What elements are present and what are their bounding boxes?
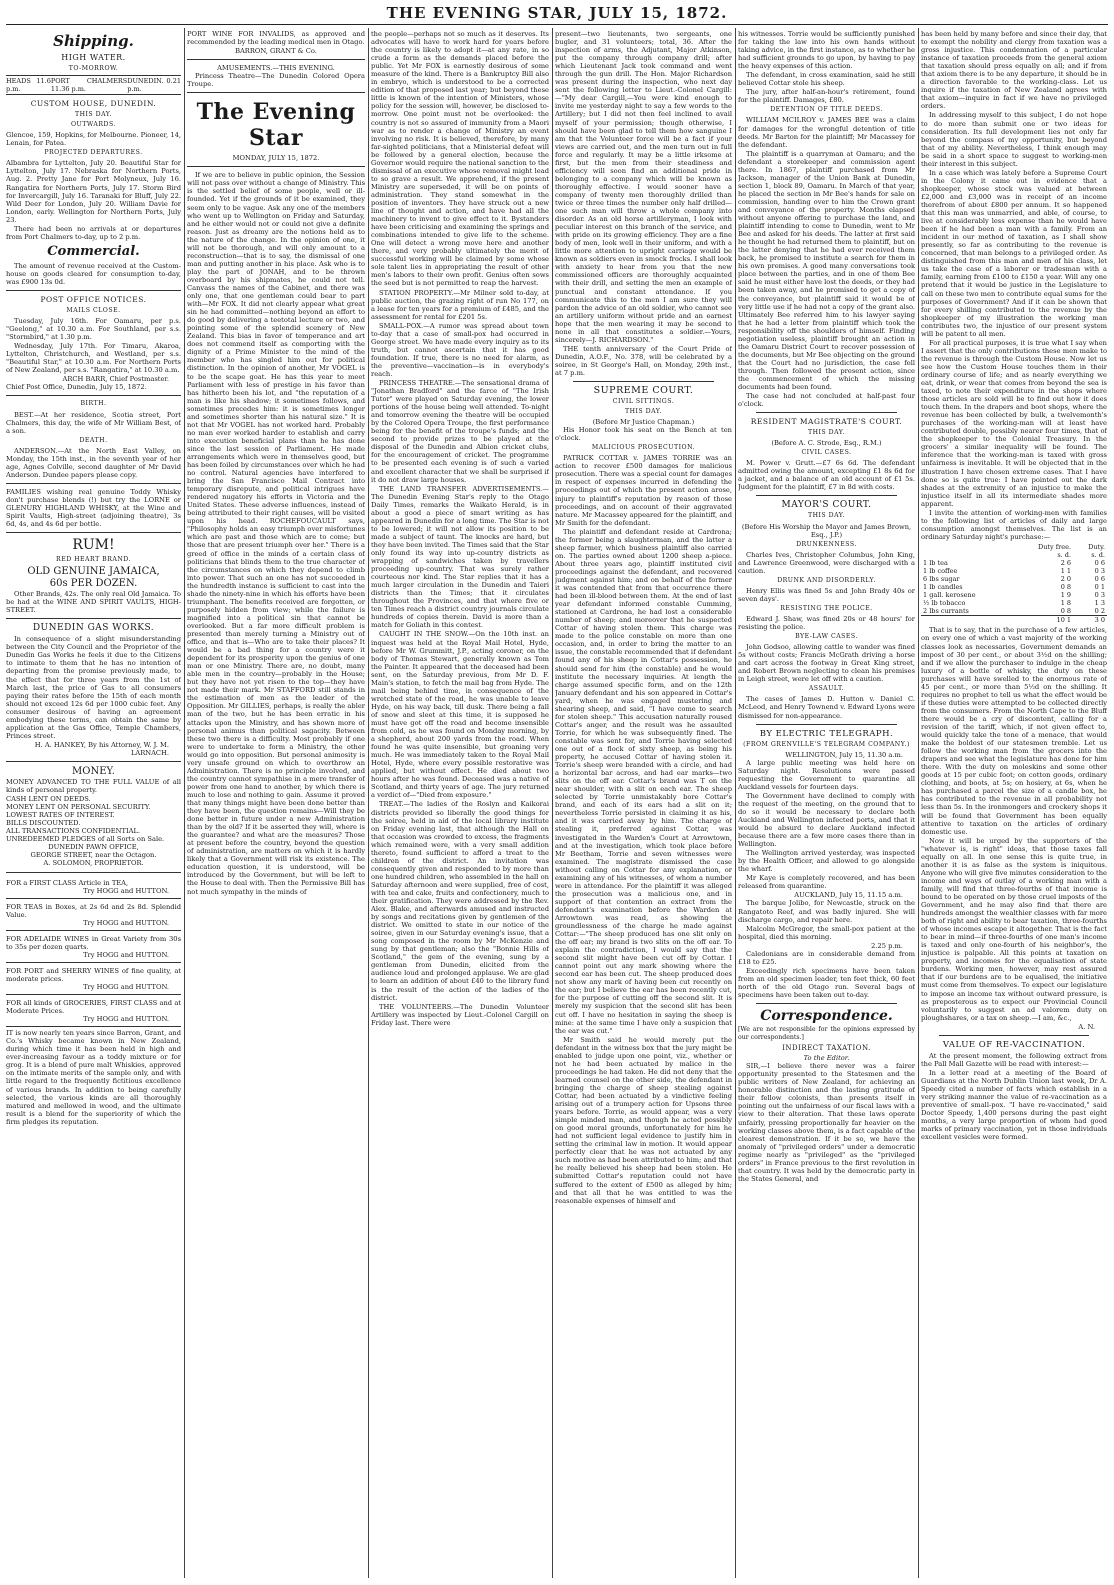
post-office-heading: POST OFFICE NOTICES. [40,294,147,304]
divider [187,92,365,93]
hogg-ad [6,901,181,931]
smith-defence-continued: his witnesses. Torrie would be sufficiently punished for taking the law into his own hands without taking advice, in the first instance, as to whether he had sufficient grounds to go upon, by having to pay the heavy expenses of this action. [738,30,915,71]
gas-works-heading: DUNEDIN GAS WORKS. [32,623,155,634]
table-row [921,591,1107,599]
column-4 [555,30,732,1578]
divider [756,495,897,496]
column-divider [552,28,553,1578]
letter-text: SIR,—I believe there never was a fairer opportunity presented to the Statesmen and the public writers of New Zealand, for achieving an honorable distinction and the lasting gratitude of their fellow colonists, than presents itself in pointing out the unfairness of our fiscal laws with a view to their alteration. That these laws operate unfairly, pressing proportionally far heavier on the working classes above them, is a fact capable of the clearest demonstration. If it be so, we have the anomaly of "privileged orders" under a democratic regime nearly as "privileged" as the "privileged orders" in France previous to the first revolution in that country. It was held by the democratic party in the States General, and [738,1062,915,1183]
drunk-disorderly-text: Henry Ellis was fined 5s and John Brady 40s or seven days'. [738,586,915,603]
post-text-2: Wednesday, July 17th. For Timaru, Akaroa, Lyttelton, Christchurch, and Westland, per s.s. "Beautiful Star," at 10.30 a.m. For Northern Ports of New Zealand, per s.s. "Rangatira," at 10.30 a.m. [6,342,181,375]
table-cell [921,616,1013,625]
pawn-address: GEORGE STREET, near the Octagon. [30,851,157,860]
hogg-ad-signature: Try HOGG and HUTTON. [83,950,169,959]
pawn-proprietor: A. SOLOMON, PROPRIETOR. [43,859,144,868]
letter-continued: has been held by many before and since their day, that to exempt the nobility and clergy from taxation was a gross injustice. This condemnation of a particular instance of taxation proceeds from the general axiom that taxation should press equally on all; and if from that axiom there is to be any departure, it should be in a direction favorable to the working-class. Let us inquire if the taxation of New Zealand agrees with that axiom—inquire in fact if we have no privileged orders. [921,30,1107,111]
resisting-police-heading: RESISTING THE POLICE. [780,604,873,612]
hogg-ad [6,997,181,1027]
small-pox-paragraph: SMALL-POX.—A rumor was spread about town to-day that a case of small-pox had occurred in George street. We have made every inquiry as to its truth, but cannot ascertain that it has good foundation. If true, there is no need for alarm, as the preventive—vaccination—is in everybody's reach. [371,321,549,378]
column-1 [6,30,181,1578]
rum-price: 60s PER DOZEN. [49,578,138,590]
table-cell: s. d. [1057,551,1072,559]
table-cell: 0 1 [1094,583,1105,592]
volunteers-paragraph: THE VOLUNTEERS.—The Dunedin Volunteer Artillery was inspected by Lieut.-Colonel Cargill on Friday last. There were [371,1002,549,1027]
rum-brand: RED HEART BRAND. [56,556,131,564]
letter-paragraph: That is to say, that in the purchase of a few articles, on every one of which a vast majority of the working classes look as necessaries, Government demands an impost of 30 per cent., or about 3½d on the shilling; and if we allow the purchaser to indulge in the cheap luxury of a bottle of whisky, the duty on these purchases will have swelled to the enormous rate of 45 per cent., or more than 5½d on the shilling. It requires no prophet to tell us what the effect would be if these duties were attempted to be collected directly from the consumers. From the North Cape to the Bluff there would be a cry of discontent, calling for a revision of the tariff, which, if not given effect to, would quickly take the tone of a menace, that would make the boldest of our statesmen tremble. Let us follow the working man from the grocers into the drapers and see what the legislature has done for him there. With the duty on moleskins and some other goods at 15 per cubic foot; on cotton goods, ordinary clothing, and boots, at 5s; on hosiery, at 6s, when he has purchased a parcel the size of a candle box, he has contributed to the revenue in all probability not less than 5s. In the ironmongers and crockery shops it will be found that Government has been equally attentive to taxation on the articles of ordinary domestic use. [921,626,1107,836]
divider [6,290,181,291]
families-ad: FAMILIES wishing real genuine Toddy Whisky don't purchase blends (!) but try the LORNE or GLENURY HIGHLAND WHISKY, at the Wine and Spirit Vaults, High-street (adjoining theatre), 3s 6d, 4s, and 4s 6d per bottle. [6,487,181,529]
hogg-ad-text: FOR TEAS in Boxes, at 2s 6d and 2s 8d. Splendid Value. [6,902,181,919]
letter-paragraph: Now it will be urged by the supporters of the "whatever is, is right" ideas, that those taxes fall equally on all. In one sense this is quite true, in another it is as false as the system is iniquitous. Anyone who will give five minutes consideration to the income and ways of outlay of a working man with a family, will find that three-fourths of that income is bound to be operated on by those cruel imposts of the Government, and he may also find that there are hundreds amongst the wealthier classes with far more both of right and ability to bear taxation, three-fourths of whose incomes escape it altogether. That is the fact to bear in mind—if three-fourths of one man's income is taxed and only one-fourth of his neighbor's, the injustice is palpable. All this points at taxation on property, and incomes for the equalisation of state burdens. Working men, however, may rest assured that if our burdens are to be equalised, the initiative must come from themselves. To expect our legislature to impose an income tax without outward pressure, is as preposterous as to expect our Provincial Council voluntarily to suggest an ad valorem duty on ploughshares, or a tax on sheep.—I am, &c., [921,836,1107,1022]
table-cell: s. d. [1091,551,1105,559]
table-cell: Duty. [1088,542,1105,551]
court-pride-paragraph: THE tenth anniversary of the Court Pride of Dunedin, A.O.F., No. 378, will be celebrated by a soiree, in St George's Hall, on Monday, 29th inst., at 7 p.m. [555,344,732,377]
table-cell: 3 0 [1094,616,1105,625]
masthead: THE EVENING STAR, JULY 15, 1872. [386,4,728,22]
death-heading: DEATH. [79,436,108,444]
table-cell: 1 lb coffee [923,567,958,576]
divider [6,618,181,619]
custom-house-heading: CUSTOM HOUSE, DUNEDIN. [30,99,157,109]
money-line: BILLS DISCOUNTED. [6,819,81,828]
arrivals-text: There had been no arrivals at or departures from Port Chalmers to-day, up to 2 p.m. [6,224,181,241]
telegraph-item: Mr Kaye is completely recovered, and has been released from quarantine. [738,874,915,891]
supreme-court-heading: SUPREME COURT. [593,385,694,397]
tide-table [6,75,181,95]
table-cell: 2 lbs currants [923,607,969,616]
column-divider [184,28,185,1578]
column-6 [921,30,1107,1578]
station-property-paragraph: STATION PROPERTY.—Mr Milner sold to-day, at public auction, the grazing right of run No 177, on a lease for ten years for a premium of £485, and the assessment for rental for £201 5s. [371,288,549,321]
commercial-text: The amount of revenue received at the Custom-house on goods cleared for consumption to-day, was £900 13s 0d. [6,261,181,286]
this-day-label: THIS DAY. [807,512,846,520]
divider [187,166,365,167]
leader-text: If we are to believe in public opinion, the Session will not pass over without a change of Ministry. This is the settled belief of some people, well or ill-founded. Yet if the grounds of it be examined, they seem only to be vague. Ask any one of the members who went up to Wellington on Friday and Saturday, and he either would not or could not give a definite reason. Just as dreamy are the notions held as to the nature of the change. In the opinion of one, it will not be thorough, and will only amount to a reconstruction—that is to say, the dismissal of one man and putting another in his place. Ask who is to play the part of JONAH, and to be thrown overboard by his shipmates, he could not tell. Canvass the names of the Cabinet, and there was only one, that one gentleman could bear to part with—Mr FOX. It did not clearly appear what great sin he had committed—nothing beyond an effort to do good by delivering a teetotal lecture or two, and pointing some of the splendid scenery of New Zealand. This bias in favor of temperance and art does not commend itself as comporting with the dignity of a Prime Minister to the mind of the member who has singled him out for political distinction. In the opinion of another, Mr VOGEL is to be the scape goat. He has this year to meet Parliament with less of prestige in his favor than has hitherto been his lot, and "the reputation of a man is like his shadow; it sometimes follows, and sometimes precedes him: it is sometimes longer and sometimes shorter than his natural size." It is not that Mr VOGEL has not worked hard. Probably no man ever worked harder to establish and carry into execution beneficial plans than he has done since the last session of Parliament. He made arrangements which were in themselves good, but has been foiled by circumstances over which he had no control. Natural agencies have interfered to bring the San Francisco Mail Contract into temporary disrepute, and political intrigues have rendered nugatory his efforts in Victoria and the United States. These adverse influences, instead of being attributed to their right causes, will be visited upon his head. ROCHEFOUCAULT says, "Philosophy holds an easy triumph over misfortunes which are past and those which are to come; but those that are present triumph over her." There is a greed of office in the minds of a certain class of politicians that blinds them to the true character of the circumstances on which they depend to climb into power. That such an one has not succeeded in the hundredth instance is sufficient to cast into the shade the ninety-nine in which his efforts have been triumphant. The benefits received are forgotten, or purposely hidden from view; while the failure is magnified into a political sin that cannot be overlooked. But a far more difficult problem is presented than merely turning a Ministry out of office, and that is—Who are to take their places? It would be a bad thing for a country were it dependent for its prosperity upon the genius of one man or one Ministry. There are, no doubt, many able men in the country—probably in the House; but they have not yet risen to the top—they have not made their mark. Mr STAFFORD still stands in the estimation of men as the leader of the Opposition. Mr GILLIES, perhaps, is really the abler man of the two, but he has been erratic in his attacks upon the Ministry, and has shown more of personal animus than political sagacity. Between these two there is a difficulty. Most probably if one were to undertake to form a Ministry, the other would go into opposition. But personal animosity is very unsafe ground on which to overthrow an Administration. There is no principle involved, and the country cannot sympathise in a mere transfer of power from one hand to another, by which there is much to lose and nothing to gain. Assume it proved that many things might have been done better than they have been, the question remains—Will they be done better in future under a new Administration than by the old? If it be asserted they will, where is the guarantee? and what are the measures? Those at present before the country, beyond the question of administration, are matters on which it is hardly likely that a Government will risk its existence. The education question, it is understood, will be introduced by the Government, but will be left to the House to deal with. Then the Permissive Bill has not much sympathy in the minds of [187,171,365,896]
princess-theatre-paragraph: PRINCESS THEATRE.—The sensational drama of "Jonathan Bradford" and the farce of "The Irish Tutor" were played on Saturday evening, the lower portions of the house being well attended. To-night and tomorrow evening the theatre will be occupied by the Colored Opera Troupe, the first performance being for the benefit of the troupe's funds; and the second to provide prizes to be played at the disposal of the Dunedin and Albion cricket clubs, for the encouragement of cricket. The programme to be presented each evening is of such a varied and excellent character that we shall be surprised if it do not draw large houses. [371,379,549,484]
table-cell: 1 lb tea [923,559,948,568]
telegraph-item: A large public meeting was held here on Saturday night. Resolutions were passed requesting the Government to quarantine all Auckland vessels for fourteen days. [738,758,915,791]
telegraph-item: The Government have declined to comply with the request of the meeting, on the ground that to do so it would be necessary to declare both Auckland and Wellington infected ports, and that it would be absurd to declare Auckland infected because there are a few more cases there than in Wellington. [738,791,915,849]
table-row [921,567,1107,575]
divider [756,412,897,413]
telegraph-dateline: WELLINGTON, July 15, 11.30 a.m. [785,750,903,759]
bye-law-heading: BYE-LAW CASES. [795,633,858,641]
tomorrow-label: TO-MORROW. [68,65,119,72]
death-text: ANDERSON.—At the North East Valley, on Monday, the 15th inst., in the seventh year of her age, Agnes Colville, second daughter of Mr David Anderson. Dundee papers please copy. [6,446,181,479]
amusements-text: Princess Theatre—The Dunedin Colored Opera Troupe. [187,72,365,89]
revaccination-text: In a letter read at a meeting of the Board of Guardians at the North Dublin Union last week, Dr A. Speedy cited a number of facts which establish in a very striking manner the value of re-vaccination as a preventive of small-pox. "I have re-vaccinated," said Doctor Speedy, 1,400 persons during the past eight months, a very large proportion of whom had good marks of primary vaccination, yet in those individuals excellent vesicles were formed. [921,1068,1107,1142]
telegraph-item: Caledonians are in considerable demand from £18 to £25. [738,949,915,966]
divider [573,381,714,382]
resident-magistrate-heading: RESIDENT MAGISTRATE'S COURT. [750,417,903,427]
money-line: LOWEST RATES OF INTEREST. [6,811,115,820]
letter-paragraph: For all practical purposes, it is true what I say when I assert that the only contributions these men make to the revenue is through the Custom House. Now let us see how the Custom House touches them in their ordinary course of life; and as nearly everything we eat, drink, or wear that comes from beyond the sea is taxed, to note their expenditure in the shops where those articles are sold will be to find out how it does touch them. In the drapers and boot shops, where the revenue has been collected by bulk, a twelvemonth's purchases of the working-man will at least have contributed double, possibly nearer four times, that of the shopkeeper to the Colonial Treasury. In the grocers' a similar inequality will be found. The inference that the working-man is taxed with gross unfairness is inevitable. It will be objected that in the illustration I have chosen extreme cases. That I have done so is quite true: I have pointed out the dark shades at the extremity of an injustice to make the injustice itself in all its intermediate shades more apparent. [921,338,1107,508]
mails-close-label: MAILS CLOSE. [66,306,121,314]
table-row [921,559,1107,567]
volunteers-continued: present—two lieutenants, two sergeants, one bugler, and 31 volunteers; total, 36. After the inspection of arms, the Adjutant, Major Atkinson, put the company through company drill; after which Lieutenant Jack took command and went through the gun drill. The Hon. Major Richardson was present during the inspection, who next day sent the following letter to Lieut.-Colonel Cargill:—"My dear Cargill,—You were kind enough to invite me yesterday night to say a few words to the Artillery; but I did not then feel inclined to avail myself of your permission; though otherwise, I should have been glad to tell them how sanguine I am that the Volunteer force will be a fact if your views are carried out, and the men turn out in full force and regularly. It may be a little irksome at first, but the men from their steadiness and efficiency will soon find an additional pride in belonging to a company which will be known as thoroughly effective. I would sooner have a company of twenty men thoroughly drilled than twice or three times the number only half drilled—one such man will throw a whole company into disorder. As an old horse artilleryman, I look with peculiar interest on this branch of the service, and with pride on its growing efficiency. They are a fine body of men, look well in their uniform, and with a little more attention to upright carriage would be known as soldiers even in smock frocks. I shall look with anxiety to hear from you that the new commissioned officers are thoroughly acquainted with their drill, and setting the men an example of punctual and constant attendance. If you communicate this to the men I am sure they will pardon the advice of an old soldier, who cannot see an artillery uniform without pride and an earnest hope that the men wearing it may be second to none in all that constitutes a soldier.—Yours, sincerely—J. RICHARDSON." [555,30,732,344]
assault-text: The cases of James D. Hutton v. Daniel C. McLeod, and Henry Townend v. Edward Lyons were dismissed for non-appearance. [738,695,915,720]
outwards-text: Glencoe, 159, Hopkins, for Melbourne. Pioneer, 14, Lenain, for Patea. [6,131,181,148]
hogg-ad-signature: Try HOGG and HUTTON. [83,1015,169,1024]
table-row [921,607,1107,616]
telegraph-dateline: 2.25 p.m. [871,941,903,950]
correspondence-note: [We are not responsible for the opinions expressed by our correspondents.] [738,1026,915,1042]
table-cell: 1 gall. kerosene [923,591,976,600]
table-cell: 0 6 [1094,559,1105,568]
bye-law-text: John Godsoo, allowing cattle to wander was fined 5s without costs; Francis McGrath driving a horse and cart across the footway in Great King street, and Robert Brown neglecting to clean his premises in Leigh street, were let off with a caution. [738,643,915,684]
hogg-ad-text: FOR all kinds of GROCERIES, FIRST CLASS and at Moderate Prices. [6,999,181,1016]
divider [6,483,181,484]
money-line: MONEY LENT ON PERSONAL SECURITY. [6,803,151,812]
drunkenness-heading: DRUNKENNESS. [796,540,857,548]
money-line: ALL TRANSACTIONS CONFIDENTIAL. [6,827,141,836]
mcilroy-details: The plaintiff is a quarryman at Oamaru; and the defendant a storekeeper and commission agent there. In 1867, plaintiff purchased from Mr Jackson, manager of the Union Bank at Dunedin, section 1, block 89, Oamaru. In March of that year, he placed the section in Mr Bee's hands for sale on commission, handing over to him the Crown grant and conveyance of the property. Months elapsed without anyone offering to purchase the land, and plaintiff intending to come to Dunedin, went to Mr Bee and asked for his deeds. The latter at first said he thought he had returned them to plaintiff, but on the latter denying that he had ever received them back, he promised to institute a search for them in his own premises. A good many conversations took place between the parties, and in one of them Bee said he must either have lost the deeds, or they had been taken away, and he promised to get a copy of the conveyance, but plaintiff said it would be of very little use if he had not a copy of the grant also. Ultimately Bee referred him to his lawyer saying that he had a letter from plaintiff which took the responsibility off the shoulders of himself. Finding negotiation useless, plaintiff brought an action in the Oamaru District Court to recover possession of the documents, but Mr Bee objecting on the ground that the Court had no jurisdiction, the case fell through. Then followed the present action, since the commencement of which the missing documents had been found. [738,149,915,392]
rum-old: OLD GENUINE JAMAICA, [27,566,160,578]
this-day-label: THIS DAY. [807,429,846,437]
hogg-ad-signature: Try HOGG and HUTTON. [83,982,169,991]
rum-heading: RUM! [72,537,115,554]
amusements-heading: AMUSEMENTS.—THIS EVENING. [217,64,335,73]
column-divider [735,28,736,1578]
divider [187,59,365,60]
letter-paragraph: In a case which was lately before a Supreme Court in the Colony it came out in evidence that a shopkeeper, whose stock was valued at between £2,000 and £3,000 was in receipt of an income therefrom of about £800 per annum. It so happened that this man was unmarried, and able, of course, to live at considerably less expense than he would have been if he had been a man with a family. From an incident in our method of taxation, as I shall show presently, so far as contributing to the revenue is concerned, that man belongs to a privileged order. As distinguished from this man and men of his class, let us take the case of a laborer or tradesman with a family, earning from £100 to £150 a year. Will any one pretend that it would be justice in the Legislature to call on these two men to contribute equal sums for the purposes of Government? And if it can be shown that for every shilling contributed to the revenue by the shopkeeper of my illustration the working man contributes two, the injustice of our present system will be patent to all men. [921,168,1107,338]
gas-works-signature: H. A. HANKEY, By his Attorney, W. J. M. LARNACH. [34,740,169,757]
revaccination-heading: VALUE OF RE-VACCINATION. [942,1039,1086,1050]
hogg-ad [6,933,181,963]
table-row [921,583,1107,591]
pawn-name: DUNEDIN PAWN OFFICE, [48,843,139,852]
table-cell: ½ lb tobacco [923,599,966,608]
table-cell: 2 6 [1060,559,1072,568]
divider [939,1035,1089,1036]
high-water-heading: HIGH WATER. [61,53,126,62]
letter-paragraph: I invite the attention of working-men with families to the following list of articles of daily and large consumption amongst themselves. The list is an ordinary Saturday night's purchase:— [921,508,1107,541]
tide-dunedin: DUNEDIN. 0.21 p.m. [127,77,181,94]
table-cell: 0 8 [1060,607,1072,616]
whisky-ad: IT is now nearly ten years since Barron, Grant, and Co.'s Whisky became known in New Zealand, during which time it has been held in high and ever-increasing favour as a toddy mixture or for grog. It is a blend of pure malt Whiskies, approved on the intimate merits of the sample only, and with little regard to the frequently fictitious excellence of various brands. In addition to being carefully selected, the various kinds are all thoroughly matured and mellowed in wood, and the ultimate result is a blend for the superiority of which the firm pledges its reputation. [6,1029,181,1126]
this-day-label: THIS DAY. [74,111,113,119]
table-header-row [921,551,1107,559]
table-cell: 0 6 [1094,575,1105,584]
smith-defence: Mr Smith said he would merely put the defendant in the witness box that the jury might be enabled to judge upon one point, viz., whether or not he had been actuated by malice in the proceedings he had taken. He did not deny that the learned counsel on the other side, the defendant in bringing the charge of sheep stealing against Cottar, had been actuated by a vindictive feeling arising out of a trumpery action for Upsons three years before. Torrie, as would appear, was a very simple minded man, and though he acted possibly on good moral grounds, unfortunately for him he had not sufficient legal evidence to justify him in setting the criminal law in motion. It would appear perfectly clear that he was not actuated by any such motive as had been attributed to him; and that he really believed his sheep had been stolen. He submitted Cottar's reputation could not have suffered to the extent of £500 as alleged by him; and that all that he was entitled to was the reasonable expenses of himself and [555,1035,732,1205]
paper-date: MONDAY, JULY 15, 1872. [232,154,320,163]
land-transfer-paragraph: THE LAND TRANSFER ADVERTISEMENTS.—The Dunedin Evening Star's reply to the Otago Daily Times, remarks the Waikato Herald, is in about a good a piece of smart writing as has appeared in Dunedin for a long time. The Star is not to be lowered; it will not allow its position to be made a subject of taunt. The knocks are hard, but they have been invited. The Times said that the Star only found its way into up-country districts as wrapping of sandwiches taken by travellers proceeding up-country. That was surely rather courteous nor kind. The Star replies that it has a much larger circulation in the Dunedin and Taieri districts than the Times; that it circulates throughout the Provinces, and that where five or ten Times reach a district country journals circulate hundreds of copies therein. David is more than a match for Goliath in this contest. [371,484,549,630]
money-text: MONEY ADVANCED TO THE FULL VALUE of all kinds of personal property. [6,778,181,795]
resisting-police-text: Edward J. Shaw, was fined 20s or 48 hours' for resisting the police. [738,615,915,632]
divider [6,872,181,873]
rm-before: (Before A. C. Strode, Esq., R.M.) [771,439,882,448]
divider [756,1003,897,1004]
divider [6,395,181,396]
post-text-1: Tuesday, July 16th. For Oamaru, per p.s. "Geelong," at 10.30 a.m. For Southland, per s.s. "Stormbird," at 1.30 p.m. [6,317,181,342]
assault-heading: ASSAULT. [808,685,845,693]
tide-heads: HEADS 11.6 p.m. [6,77,51,94]
table-row [921,575,1107,583]
shipping-heading: Shipping. [53,32,134,50]
birth-text: BEST.—At her residence, Scotia street, Port Chalmers, this day, the wife of Mr William Best, of a son. [6,410,181,435]
cross-examination: The defendant, in cross examination, said he still believed Cottar stole his sheep. [738,71,915,88]
table-cell: 0 2 [1094,607,1105,616]
masthead-rule [6,24,1108,25]
table-cell: 1 1 [1060,567,1072,576]
revaccination-intro: At the present moment, the following extract from the Pall Mall Gazette will be read with interest:— [921,1051,1107,1068]
court-opening: His Honor took his seat on the Bench at ten o'clock. [555,426,732,443]
port-wine-signature: BARRON, GRANT & Co. [235,47,317,56]
outwards-heading: OUTWARDS. [70,121,117,129]
drunk-disorderly-heading: DRUNK AND DISORDERLY. [777,576,876,584]
gas-works-text: In consequence of a slight misunderstanding between the City Council and the Proprietor of the Dunedin Gas Works he feels it due to the Citizens to intimate to them that he has no intention of departing from the promise previously made, to the effect that for three years from the 1st of March last, the price of Gas to all consumers paying their rates before the 15th of each month should not exceed 12s 6d per 1000 cubic feet. Any consumer desirous of having an agreement embodying these terms, can obtain the same by application at the Gas Office, Temple Chambers, Princes street. [6,635,181,740]
civil-cases-heading: CIVIL CASES. [801,449,852,457]
hogg-ad [6,877,181,899]
civil-sittings: CIVIL SITTINGS. [612,398,675,406]
divider [6,761,181,762]
correspondence-heading: Correspondence. [760,1008,893,1025]
telegraph-source: (FROM GRENVILLE'S TELEGRAM COMPANY.) [743,740,910,748]
table-total-row [921,616,1107,625]
money-heading: MONEY. [72,766,115,777]
jury-verdict: The jury, after half-an-hour's retirement, found for the plaintiff. Damages, £80. [738,88,915,105]
cottar-case-paragraph: PATRICK COTTAR v. JAMES TORRIE was an action to recover £500 damages for malicious prosecution. There was a special count for damages in respect of expenses incurred in defending the proceedings out of which the present action arose, injury to plaintiff's reputation by reason of those proceedings, and on account of their aggravated nature. Mr Macassey appeared for the plaintiff, and Mr Smith for the defendant. [555,454,732,527]
telegraph-dateline: AUCKLAND, July 15, 11.15 a.m. [794,891,903,900]
birth-heading: BIRTH. [80,400,107,408]
telegraph-item: The Wellington arrived yesterday, was inspected by the Health Officer, and allowed to go alongside the wharf. [738,849,915,874]
table-cell: 1 lb candles [923,583,963,592]
paper-title: The Evening Star [196,99,356,152]
port-wine-ad: PORT WINE FOR INVALIDS, as approved and recommended by the leading medical men in Otago. [187,30,365,47]
table-cell: 6 lbs sugar [923,575,960,584]
column-2 [187,30,365,1578]
letter-signature: A. N. [1078,1022,1095,1031]
table-cell: 0 8 [1060,583,1072,592]
table-cell: 1 9 [1060,591,1072,600]
telegraph-item: Exceedingly rich specimens have been taken from an old specimen leader, ten feet thick, 60 feet north of the old Otago run. Several bags of specimens have been taken out to-day. [738,966,915,999]
telegraph-heading: BY ELECTRIC TELEGRAPH. [759,728,894,739]
mcilroy-case: WILLIAM MCILROY v. JAMES BEE was a claim for damages for the wrongful detention of title deeds. Mr Barton for the plaintiff; Mr Macassey for the defendant. [738,116,915,149]
to-editor: To the Editor. [803,1054,850,1063]
divider [6,532,181,533]
hogg-ad [6,965,181,995]
projected-text: Albambra for Lyttelton, July 20. Beautiful Star for Lyttelton, July 17. Nebraska for Northern Ports, Aug. 2. Pretty Jane for Port Molyneux, July 16. Rangatira for Northern Ports, July 17. Storm Bird for Invercargill, July 16. Taranaki for Bluff, July 22. Wild Deer for London, July 20. William Davie for London, early. Wellington for Northern Ports, July 23. [6,159,181,224]
table-cell: Duty free. [1038,542,1072,551]
mayors-court-heading: MAYOR'S COURT. [781,500,872,511]
detention-heading: DETENTION OF TITLE DEEDS. [770,106,883,114]
column-5 [738,30,915,1578]
mc-before: (Before His Worship the Mayor and James Brown, Esq., J.P.) [741,522,912,539]
before-judge: (Before Mr Justice Chapman.) [592,418,695,427]
divider [756,724,897,725]
tide-port-chalmers: PORT CHALMERS 11.36 p.m. [50,77,128,94]
table-cell: 1 3 [1094,599,1105,608]
column-3 [371,30,549,1578]
column-divider [368,28,369,1578]
hogg-ad-signature: Try HOGG and HUTTON. [83,918,169,927]
post-signature: ARCH BARR, Chief Postmaster. [62,375,169,384]
post-footer: Chief Post Office, Dunedin, July 15, 1872. [6,383,147,392]
treat-paragraph: TREAT.—The ladies of the Roslyn and Kaikorai districts provided so liberally the good things for the soiree, held in aid of the local library institute on Friday evening last, that although the Hall on that occasion was crowded to excess, the fragments which remained were, with a very small addition thereto, found sufficient to afford a treat to the children of the district. An invitation was consequently given and responded to by more than one hundred children, who assembled in the hall on Saturday afternoon and were supplied, free of cost, with tea and cake, fruits and confectionery, much to their gratification. They were addressed by the Rev. Alex. Blake, and afterwards amused and instructed by songs and recitations given by gentlemen of the district. We omitted to state in our notice of the soiree, given in our Saturday evening's issue, that a song composed in the room by Mr McKenzie and sung by that gentleman; also the "Bonnie Hills of Scotland," the gem of the evening, sung by a gentleman from Dunedin, elicited from the audience loud and prolonged applause. We are glad to learn an addition of about £40 to the library fund is the result of the action of the ladies of the district. [371,800,549,1002]
hogg-ad-text: FOR a FIRST CLASS Article in TEA, [6,878,129,887]
caught-in-snow-paragraph: CAUGHT IN THE SNOW.—On the 10th inst. an inquest was held at the Royal Mail Hotel, Hyde, before Mr W. Grummitt, J.P., acting coroner, on the body of Thomas Stewart, generally known as Tom the Painter. It appeared that the deceased had been sent, on the Saturday previous, from Mr D. F. Main's station, to fetch the mail bag from Hyde. The mail being behind time, in consequence of the wretched state of the road, he was unable to leave Hyde, on his way back, till dusk. There being a fall of snow and sleet at this time, it is supposed he must have got off the road and become insensible from cold, as he was found on Monday morning, by a shepherd, about 200 yards from the road. When found he was quite insensible, but groaning very much. He was immediately taken to the Royal Mail Hotel, Hyde, where every possible restorative was applied, but without effect. He died about two hours after he was found. Deceased was a native of Scotland, and thirty years of age. The jury returned a verdict of—"Died from exposure." [371,630,549,800]
table-cell [921,543,1013,551]
hogg-ad-text: FOR ADELAIDE WINES in Great Variety from 30s to 35s per dozen quarts. [6,934,181,951]
table-cell: 10 1 [1056,616,1072,625]
letter-paragraph: In addressing myself to this subject, I do not hope to do more than submit one or two ideas for consideration. Its full development lies not only far beyond the compass of my opportunity, but beyond that of my ability. Nevertheless, I think enough may be said in a short space to suggest to working-men their interest in this subject. [921,111,1107,168]
indirect-taxation-heading: INDIRECT TAXATION. [782,1044,871,1053]
table-cell: 0 3 [1094,591,1105,600]
projected-heading: PROJECTED DEPARTURES. [44,149,143,157]
table-cell: 2 0 [1060,575,1072,584]
money-line: CASH LENT ON DEEDS. [6,795,91,804]
hogg-ad-text: FOR PORT and SHERRY WINES of fine quality, at moderate prices. [6,966,181,983]
malicious-prosecution-heading: MALICIOUS PROSECUTION. [591,444,696,452]
power-v-grutt: M. Power v. Grutt.—£7 6s 6d. The defendant admitted owing the amount, excepting £1 8s 6d for a jacket, and a balance of an old account of £1 5s. Judgment for the plaintiff, £7 in 8d with costs. [738,459,915,492]
duty-table [921,543,1107,624]
table-cell: 0 3 [1094,567,1105,576]
telegraph-item: The barque Jolibo, for Newcastle, struck on the Rangatoto Reef, and was badly injured. She will discharge cargo, and repair here. [738,899,915,924]
table-row [921,599,1107,607]
cottar-case-details: The plaintiff and defendant reside at Cardrona; the former being a slaughterman, and the latter a sheep farmer, which business plaintiff also carried on. The parties owned about 1200 sheep a-piece. About three years ago, plaintiff instituted civil proceedings against the defendant, and recovered judgment against him; and on behalf of the former it was contended that from that occurrence there had been ill-blood between them. At the end of last year defendant informed constable Cumming, stationed at Cardrona, he had lost a considerable number of sheep; and moreover that he suspected Cottar of having stolen them. This charge was made to the police constable on more than one occasion, and, in order to bring the matter to an issue, the constable recommended that if defendant found any of his sheep in Cottar's possession, he should send for him (the constable) and he would institute the necessary inquiries. At length the charge assumed specific form, and on the 12th January defendant and his son appeared in Cottar's yard, when he was engaged mustering and shearing sheep, and said, "I have come to search for stolen sheep." This accusation naturally roused Cottar's anger, and the result was he assaulted Torrie, for which he was subsequently fined. The constable was sent for, and Torrie having selected one out of a flock of sixty sheep, as being his property, he accused Cottar of having stolen it. Torrie's sheep were branded with a circle, and had a horizontal bar across, and had ear marks—two slits on the off ear. Cottar's brand was T on the near shoulder, with a slit on each ear. The sheep selected by Torrie unmistakably bore Cottar's brand, and each of its ears had a slit on it; nevertheless Torrie persisted in claiming it as his, and it was carried away by him. The charge of stealing it, preferred against Cottar, was investigated in the Warden's Court at Arrowtown, and at the investigation, which took place before Mr Beetham, Torrie and seven witnesses were examined. The magistrate dismissed the case without calling on Cottar for any explanation, or examining any of his witnesses, of whom a number were in attendance. For the plaintiff it was alleged the prosecution was a malicious one, and in support of that contention an extract from the defendant's examination before the Warden at Arrowtown was read, as showing the groundlessness of the charge he made against Cottar:—"The sheep produced has one slit only on the off ear; my brand is two slits on the off ear. To explain the contradiction, I would say that the second slit might have been cut off by Cottar. I cannot point out any mark showing where the second ear has been cut. The sheep produced does not show any mark of having been cut recently on the ear; but I believe the ear has been recently cut, for the purpose of cutting off the second slit. It is merely my suspicion that the second slit has been cut off. I have no hesitation in saying the sheep is mine: at the same time I have only a suspicion that the ear was cut." [555,527,732,1035]
column-divider [918,28,919,1578]
table-header-row [921,543,1107,551]
money-line: UNREDEEMED PLEDGES of all Sorts on Sale. [6,835,165,844]
commercial-heading: Commercial. [47,243,140,259]
case-not-concluded: The case had not concluded at half-past four o'clock. [738,392,915,409]
leader-continued: the people—perhaps not so much as it deserves. Its advocates will have to work hard for years before the country is likely to adopt it—at any rate, in so crude a form as the demands placed before the public. Yet Mr FOX is earnestly desirous of some measure of the kind. There is a Bankruptcy Bill also in embryo, which is understood to be a corrected edition of that proposed last year; but beyond these little is known of the intention of Ministers, whose policy for the session will, however, be disclosed to-morrow. One point must not be overlooked: the country is not so assured of immunity from a Maori war as to render a change of Ministry an event involving no risk. It is believed, therefore, by many far-sighted politicians, that a Ministerial defeat will be followed by a general election, because the Governor would require the national sanction to the dismissal of an executive whose removal might lead to so grave a result. We apprehend, if the present Ministry are superseded, it will be on points of administration. They stand somewhat in the position of inventors. They have struck out a new line of thought and action, and have had all the machinery to invent to give effect to it. Bystanders have been criticising and examining the springs and combinations intended to give life to the scheme. One will detect a wrong move here and another there, and very probably ultimately the merit of successful working will be claimed by some whose sole talent lies in appropriating the result of other men's labors to their own profit. Genius often sows the seed but is not permitted to reap the harvest. [371,30,549,288]
table-cell: 1 8 [1060,599,1072,608]
table-cell [921,551,1013,559]
hogg-ad-signature: Try HOGG and HUTTON. [83,886,169,895]
telegraph-item: Malcolm McGregor, the small-pox patient at the hospital, died this morning. [738,924,915,941]
drunkenness-text: Charles Ives, Christopher Columbus, John King, and Lawrence Greenwood, were discharged with a caution. [738,550,915,575]
this-day-label: THIS DAY. [624,408,663,416]
rum-text: Other Brands, 42s. The only real Old Jamaica. To be had at the WINE AND SPIRIT VAULTS, HIGH-STREET. [6,590,181,615]
